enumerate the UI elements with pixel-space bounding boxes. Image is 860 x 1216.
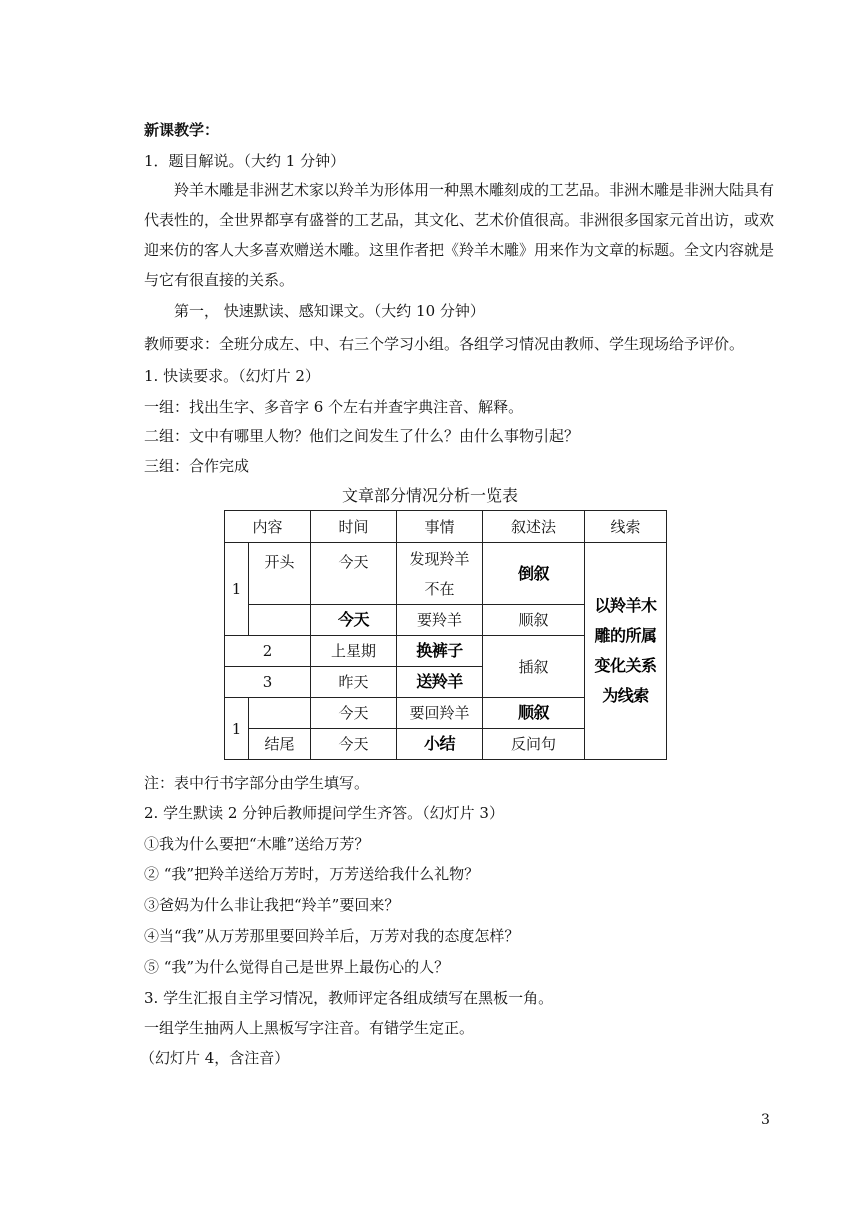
row-number: 2 [225, 636, 311, 667]
question-1: ①我为什么要把“木雕”送给万芳？ [144, 835, 370, 853]
table-row [225, 543, 667, 605]
event-cell: 要羚羊 [397, 605, 483, 636]
question-2: ② “我”把羚羊送给万芳时，万芳送给我什么礼物？ [144, 865, 480, 883]
item-title-3: 3. 学生汇报自主学习情况，教师评定各组成绩写在黑板一角。 [144, 989, 554, 1007]
page-number: 3 [761, 1112, 770, 1128]
table-header-row [225, 511, 667, 543]
analysis-table [224, 510, 667, 760]
slide-4-note: （幻灯片 4，含注音） [140, 1049, 290, 1067]
empty-cell [249, 698, 311, 729]
header-clue: 线索 [585, 511, 667, 543]
header-content: 内容 [225, 511, 311, 543]
time-cell: 昨天 [311, 667, 397, 698]
group-1-task: 一组：找出生字、多音字 6 个左右并查字典注音、解释。 [144, 398, 524, 416]
event-cell: 发现羚羊不在 [397, 543, 483, 605]
time-cell: 上星期 [311, 636, 397, 667]
question-3: ③爸妈为什么非让我把“羚羊”要回来？ [144, 896, 400, 914]
part-label: 结尾 [249, 729, 311, 760]
group-2-task: 二组：文中有哪里人物？他们之间发生了什么？由什么事物引起？ [144, 427, 580, 445]
event-cell-handwritten: 换裤子 [397, 636, 483, 667]
intro-paragraph [144, 175, 779, 295]
section-title-1: 第一， 快速默读、感知课文。（大约 10 分钟） [174, 302, 485, 320]
method-cell-handwritten: 倒叙 [483, 543, 585, 605]
time-cell-handwritten: 今天 [311, 605, 397, 636]
event-cell: 要回羚羊 [397, 698, 483, 729]
question-4: ④当“我”从万芳那里要回羚羊后，万芳对我的态度怎样？ [144, 927, 520, 945]
header-event: 事情 [397, 511, 483, 543]
row-number: 1 [225, 698, 249, 760]
empty-cell [249, 605, 311, 636]
group-1-report: 一组学生抽两人上黑板写字注音。有错学生定正。 [144, 1019, 475, 1037]
section-heading: 新课教学： [144, 121, 220, 139]
method-cell: 插叙 [483, 636, 585, 698]
method-cell-handwritten: 顺叙 [483, 698, 585, 729]
question-5: ⑤ “我”为什么觉得自己是世界上最伤心的人？ [144, 958, 450, 976]
item-title-1: 1．题目解说。（大约 1 分钟） [144, 152, 346, 170]
time-cell: 今天 [311, 698, 397, 729]
item-title-2: 2. 学生默读 2 分钟后教师提问学生齐答。（幻灯片 3） [144, 804, 504, 822]
teacher-requirement: 教师要求：全班分成左、中、右三个学习小组。各组学习情况由教师、学生现场给予评价。 [144, 335, 745, 353]
time-cell: 今天 [311, 729, 397, 760]
method-cell: 反问句 [483, 729, 585, 760]
table-title: 文章部分情况分析一览表 [341, 486, 518, 505]
table-note: 注：表中行书字部分由学生填写。 [144, 774, 370, 792]
header-time: 时间 [311, 511, 397, 543]
method-cell: 顺叙 [483, 605, 585, 636]
time-cell: 今天 [311, 543, 397, 605]
header-method: 叙述法 [483, 511, 585, 543]
clue-cell-handwritten: 以羚羊木雕的所属变化关系为线索 [585, 543, 667, 760]
intro-text: 羚羊木雕是非洲艺术家以羚羊为形体用一种黑木雕刻成的工艺品。非洲木雕是非洲大陆具有代表性的，全世界都享有盛誉的工艺品，其文化、艺术价值很高。非洲很多国家元首出访，或欢迎来仿的客人大多喜欢赠送木雕。这里作者把《羚羊木雕》用来作为文章的标题。全文内容就是与它有很直接的关系。 [144, 181, 775, 289]
quick-read-requirement: 1. 快读要求。（幻灯片 2） [144, 367, 320, 385]
event-cell-handwritten: 小结 [397, 729, 483, 760]
row-number: 3 [225, 667, 311, 698]
event-cell-handwritten: 送羚羊 [397, 667, 483, 698]
row-number: 1 [225, 543, 249, 636]
group-3-task: 三组：合作完成 [144, 457, 250, 475]
part-label: 开头 [249, 543, 311, 605]
